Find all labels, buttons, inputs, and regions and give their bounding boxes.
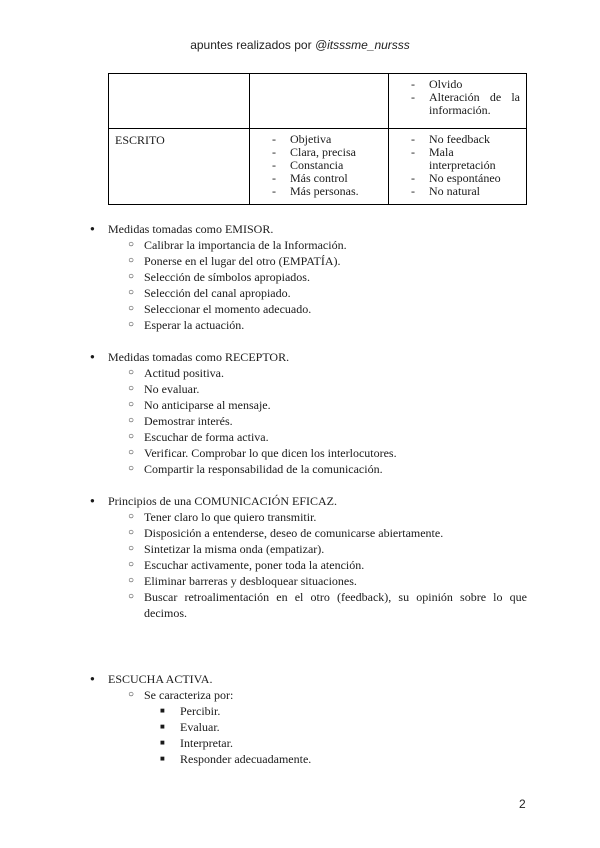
section-title: ● ESCUCHA ACTIVA. [90, 671, 527, 687]
list-item: ○ Tener claro lo que quiero transmitir. [128, 509, 527, 525]
list-item: ○ Selección de símbolos apropiados. [128, 269, 527, 285]
list-item: ■ Percibir. [160, 703, 527, 719]
list-item: ○ Actitud positiva. [128, 365, 527, 381]
list-item: ■ Responder adecuadamente. [160, 751, 527, 767]
list-item: ○ Selección del canal apropiado. [128, 285, 527, 301]
list-item: ■ Interpretar. [160, 735, 527, 751]
sub-heading: Se caracteriza por: [144, 688, 234, 702]
table-row [109, 74, 527, 129]
list-item: ○ Eliminar barreras y desbloquear situaciones. [128, 573, 527, 589]
table-cell [250, 129, 389, 205]
section-list [90, 509, 527, 621]
list-item: ○ Buscar retroalimentación en el otro (feedback), su opinión sobre lo que decimos. [128, 589, 527, 621]
list-item: ○ No evaluar. [128, 381, 527, 397]
list-item [128, 687, 527, 767]
header-prefix: apuntes realizados por [190, 38, 315, 52]
list-item: - No feedback [411, 133, 520, 146]
list-item: ○ Verificar. Comprobar lo que dicen los interlocutores. [128, 445, 527, 461]
section-title: ● Medidas tomadas como EMISOR. [90, 221, 527, 237]
section-escucha-activa [90, 671, 527, 767]
table-cell [250, 74, 389, 129]
list-item: - Más personas. [272, 185, 382, 198]
list-item: - No espontáneo [411, 172, 520, 185]
list-item: ○ Ponerse en el lugar del otro (EMPATÍA). [128, 253, 527, 269]
table-cell [389, 74, 527, 129]
list-item: ○ Escuchar activamente, poner toda la atención. [128, 557, 527, 573]
list-item: ○ Escuchar de forma activa. [128, 429, 527, 445]
table-cell [109, 74, 250, 129]
list-item: ■ Evaluar. [160, 719, 527, 735]
content-sections [90, 221, 527, 783]
list-item: - Objetiva [272, 133, 382, 146]
list-item: ○ Demostrar interés. [128, 413, 527, 429]
section-comunicacion-eficaz [90, 493, 527, 621]
section-list [90, 237, 527, 333]
list-item: - No natural [411, 185, 520, 198]
page-number: 2 [519, 797, 526, 811]
list-item: ○ Seleccionar el momento adecuado. [128, 301, 527, 317]
list-item: ○ Calibrar la importancia de la Información. [128, 237, 527, 253]
list-item: - Olvido [411, 78, 520, 91]
section-list [90, 365, 527, 477]
table-cell [389, 129, 527, 205]
list-item: - Clara, precisa [272, 146, 382, 159]
section-emisor [90, 221, 527, 333]
nested-list [144, 703, 527, 767]
dash-list [395, 78, 520, 117]
list-item: ○ Sintetizar la misma onda (empatizar). [128, 541, 527, 557]
section-title: ● Principios de una COMUNICACIÓN EFICAZ. [90, 493, 527, 509]
list-item: - Constancia [272, 159, 382, 172]
section-title: ● Medidas tomadas como RECEPTOR. [90, 349, 527, 365]
section-list [90, 687, 527, 767]
dash-list [395, 133, 520, 198]
page-header [0, 38, 600, 52]
list-item: ○ Compartir la responsabilidad de la comunicación. [128, 461, 527, 477]
list-item: - Mala interpretación [411, 146, 520, 172]
list-item: ○ Esperar la actuación. [128, 317, 527, 333]
list-item: - Alteración de la información. [411, 91, 520, 117]
comparison-table [108, 73, 527, 205]
list-item: ○ Disposición a entenderse, deseo de comunicarse abiertamente. [128, 525, 527, 541]
table-cell-label: ESCRITO [109, 129, 250, 205]
section-receptor [90, 349, 527, 477]
list-item: ○ No anticiparse al mensaje. [128, 397, 527, 413]
list-item: - Más control [272, 172, 382, 185]
dash-list [256, 133, 382, 198]
table-row [109, 129, 527, 205]
header-handle: @itsssme_nursss [314, 38, 410, 52]
